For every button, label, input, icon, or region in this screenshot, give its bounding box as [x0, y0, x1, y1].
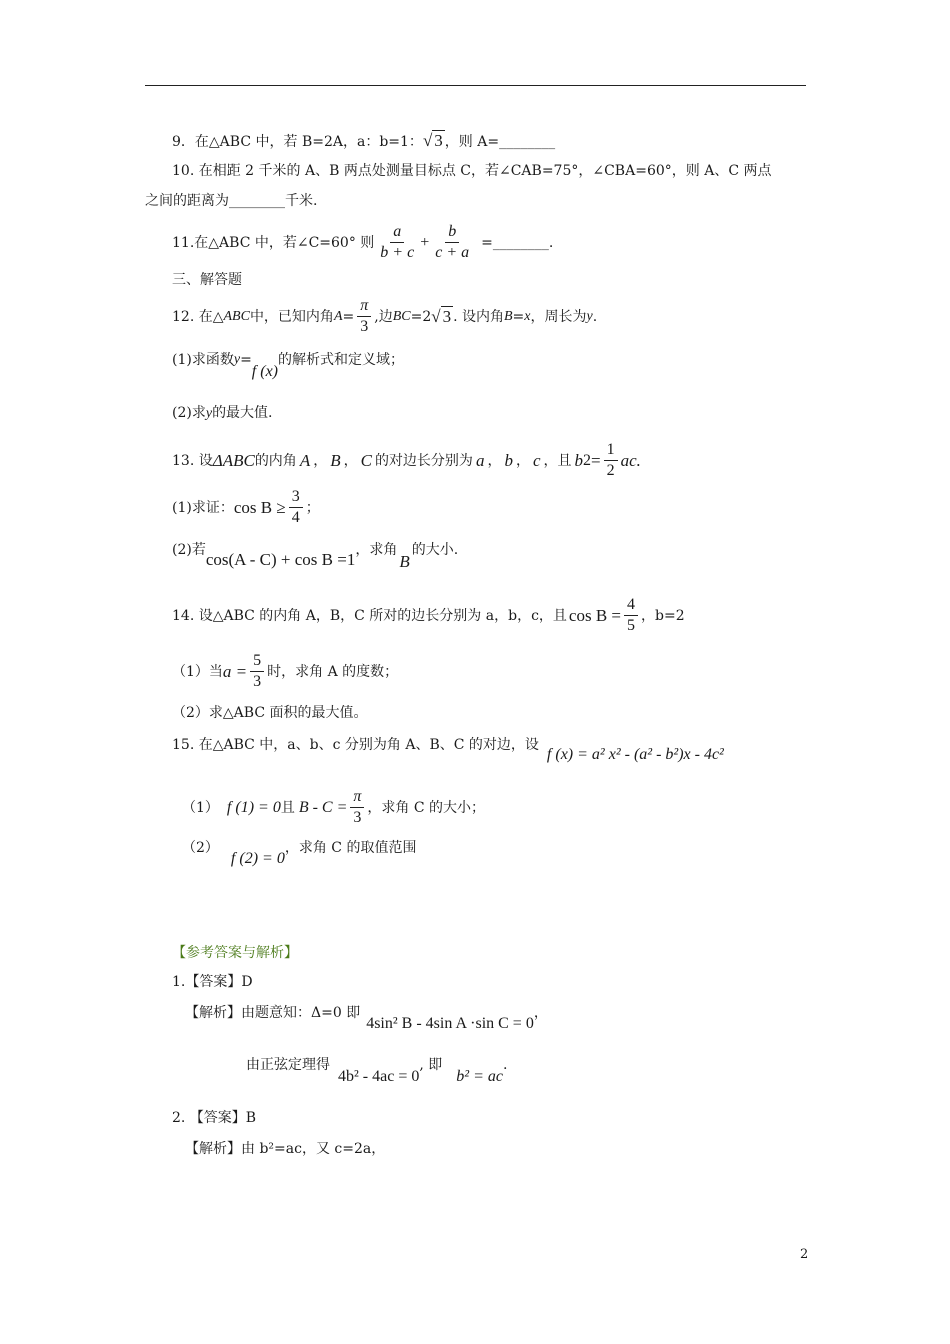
q12-den: 3	[360, 318, 369, 335]
q9-text: 9．在△ABC 中，若 B=2A，a：b=1：	[172, 134, 423, 150]
a1-expr1: 4sin² B - 4sin A ·sin C = 0	[366, 1015, 534, 1032]
question-11	[172, 222, 553, 263]
q12-y: y	[586, 308, 593, 324]
a1-line2-text: 由正弦定理得	[246, 1057, 330, 1073]
a1-expr2: 4b² - 4ac = 0	[338, 1068, 420, 1085]
question-13: 13. 设 ΔABC 的内角 A ， B ， C 的对边长分别为 a ， b ， c ，且 b 2 = $\frac{1}{2}$ ac.	[172, 441, 641, 479]
a1-exp-text: 【解析】由题意知：Δ=0 即	[185, 1005, 361, 1021]
q15-p1-t2: 且	[280, 799, 295, 816]
q12-t2: 中，已知内角	[249, 308, 334, 325]
q13-p1-t1: (1)求证：	[172, 499, 234, 516]
a1-end: .	[502, 1057, 508, 1073]
q13-fraction	[604, 440, 618, 481]
question-14	[172, 595, 685, 636]
q12-p1-f: f (x)	[251, 363, 278, 380]
q12-p1-eq: =	[240, 352, 252, 368]
q15-p1-num: π	[350, 787, 364, 808]
q13-t4: ，且	[543, 452, 572, 469]
q13-B: B	[330, 450, 341, 470]
q12-p1-t2: 的解析式和定义域；	[278, 352, 404, 368]
q13-p2-expr: cos(A - C) + cos B =1	[205, 550, 356, 569]
q13-p1-fraction	[289, 487, 303, 528]
q13-p1-num: 3	[289, 487, 303, 508]
q15-p1-t1: （1）	[182, 799, 219, 816]
q15-p1-expr2: B - C =	[298, 798, 348, 816]
q12-t8: .	[592, 308, 598, 325]
q15-t1: 15. 在△ABC 中，a、b、c 分别为角 A、B、C 的对边，设	[172, 737, 539, 753]
q13-p2-t2: ，求角	[355, 542, 398, 558]
q12-A: A	[333, 308, 343, 324]
question-9	[172, 131, 555, 152]
answers-title: 【参考答案与解析】	[172, 945, 298, 961]
q13-a: a	[475, 450, 485, 470]
a1-expr3: b² = ac	[456, 1068, 503, 1085]
q11-plus: +	[420, 233, 430, 251]
q13-A: A	[299, 450, 311, 470]
sqrt-3: √ 3	[422, 131, 443, 150]
q9-text-end: ，则 A=________	[444, 134, 556, 150]
q12-t6: =	[512, 308, 525, 325]
q14-p1-t1: （1）当	[172, 663, 223, 680]
q11-fraction-2	[432, 222, 472, 263]
q12-p2-y: y	[205, 406, 213, 421]
question-12	[172, 296, 597, 337]
q14-den: 5	[627, 617, 636, 634]
question-14-part-2: （2）求△ABC 面积的最大值。	[172, 705, 368, 721]
q15-p2-expr: f (2) = 0	[230, 850, 285, 867]
q13-sep: ，	[487, 452, 502, 469]
q13-p1-den: 4	[291, 509, 300, 526]
page-number: 2	[800, 1247, 809, 1262]
q12-x: x	[524, 308, 531, 324]
question-13-part-2	[172, 540, 459, 571]
q13-t2: 的内角	[254, 452, 297, 469]
question-15-part-1	[182, 787, 485, 828]
q13-sep: ，	[343, 452, 358, 469]
a1-mid: , 即	[419, 1057, 443, 1073]
question-10-line1: 10. 在相距 2 千米的 A、B 两点处测量目标点 C，若∠CAB=75°，∠CBA=60°，则 A、C 两点	[172, 163, 772, 179]
q12-eq: =	[342, 308, 355, 325]
q14-p1-expr: a =	[222, 661, 248, 681]
q15-p1-t3: ，求角 C 的大小；	[367, 799, 486, 816]
question-15	[172, 735, 724, 763]
question-13-part-1	[172, 487, 320, 528]
q13-t3: 的对边长分别为	[374, 452, 473, 469]
q12-p1-y: y	[233, 352, 241, 367]
section-heading: 三、解答题	[172, 272, 242, 288]
answer-1-explanation	[185, 1003, 548, 1032]
question-12-part-1	[172, 350, 404, 380]
q13-ac: ac.	[620, 450, 641, 470]
q14-t1: 14. 设△ABC 的内角 A，B，C 所对的边长分别为 a，b，c，且	[172, 607, 567, 624]
q12-p2-t2: 的最大值.	[212, 405, 273, 421]
q12-t5: . 设内角	[453, 308, 504, 325]
question-12-part-2	[172, 403, 273, 424]
q14-p1-t2: 时，求角 A 的度数；	[267, 663, 399, 680]
q9-root: 3	[434, 131, 443, 150]
q13-p1-expr: cos B ≥	[233, 497, 286, 517]
q15-p1-den: 3	[353, 809, 362, 826]
q13-eq: =	[590, 450, 601, 470]
q14-num: 4	[624, 595, 638, 616]
q13-sep: ，	[313, 452, 328, 469]
a1-comma: ，	[533, 1005, 548, 1021]
q12-t7: ，周长为	[530, 308, 587, 325]
answer-1: 1.【答案】D	[172, 974, 253, 990]
q11-f1-den: b + c	[380, 244, 415, 261]
q12-B: B	[503, 308, 513, 324]
q12-p2-t1: (2)求	[172, 405, 206, 421]
question-14-part-1	[172, 651, 398, 692]
q14-t2: ，b=2	[641, 607, 685, 624]
q11-text: 11.在△ABC 中，若∠C=60° 则	[172, 234, 375, 251]
q13-p2-t1: (2)若	[172, 542, 206, 558]
q14-fraction	[624, 595, 638, 636]
q15-p1-expr: f (1) = 0	[226, 798, 281, 816]
q12-t4: =2	[410, 308, 432, 325]
q14-p1-fraction	[250, 651, 264, 692]
q13-t1: 13. 设	[172, 452, 213, 469]
q12-p1-t1: (1)求函数	[172, 352, 234, 368]
q13-b2: b	[574, 450, 583, 470]
header-rule	[145, 85, 806, 86]
answer-2-explanation: 【解析】由 b²=ac，又 c=2a，	[185, 1141, 386, 1157]
q14-cos: cos B =	[568, 605, 622, 625]
q13-p1-end: ；	[305, 499, 320, 516]
q15-p2-t2: ，求角 C 的取值范围	[284, 840, 417, 856]
q15-p2-t1: （2）	[182, 840, 219, 856]
q15-p1-fraction	[350, 787, 364, 828]
q13-sep: ，	[515, 452, 530, 469]
q14-p1-den: 3	[253, 673, 262, 690]
q13-C: C	[360, 450, 372, 470]
q13-tri: ΔABC	[212, 450, 255, 470]
q11-f1-num: a	[390, 222, 404, 243]
q13-c: c	[532, 450, 541, 470]
question-15-part-2	[182, 838, 417, 867]
q11-f2-num: b	[445, 222, 459, 243]
q12-abc: ABC	[223, 308, 250, 324]
q12-root: 3	[442, 306, 452, 326]
q13-p2-t3: 的大小.	[411, 542, 459, 558]
q15-expr: f (x) = a² x² - (a² - b²)x - 4c²	[546, 746, 724, 763]
q14-p1-num: 5	[250, 651, 264, 672]
q13-num: 1	[604, 440, 618, 461]
q11-fraction-1	[377, 222, 417, 263]
q13-p2-B: B	[399, 552, 410, 571]
q12-BC: BC	[392, 308, 411, 324]
q11-text-end: =________.	[481, 234, 554, 251]
q12-t1: 12. 在△	[172, 308, 224, 325]
q12-t3: ,边	[374, 308, 393, 325]
q12-fraction	[357, 296, 371, 337]
q11-f2-den: c + a	[435, 244, 470, 261]
sqrt-3: √ 3	[431, 306, 452, 326]
q13-den: 2	[606, 462, 615, 479]
answer-2: 2. 【答案】B	[172, 1110, 257, 1126]
q13-b: b	[504, 450, 513, 470]
q12-num: π	[357, 296, 371, 317]
question-10-line2: 之间的距离为________千米.	[145, 193, 318, 209]
answer-1-explanation-2	[246, 1055, 508, 1085]
